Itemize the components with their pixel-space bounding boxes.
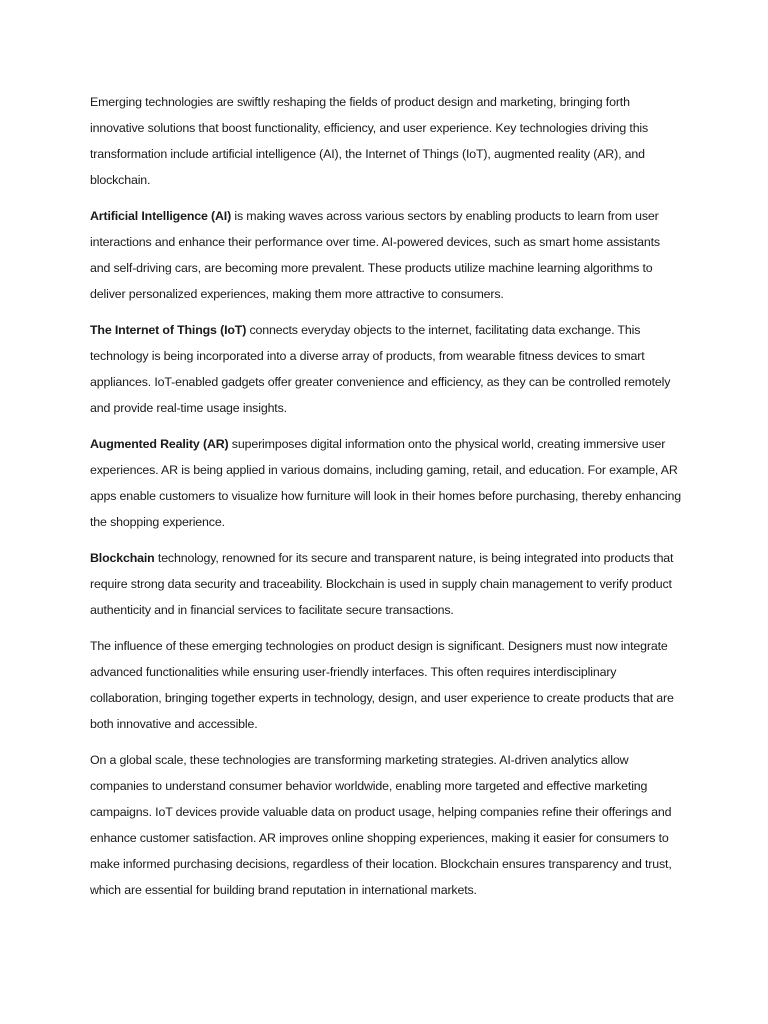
paragraph-blockchain xyxy=(90,545,682,623)
paragraph-design-influence xyxy=(90,633,682,737)
paragraph-iot xyxy=(90,317,682,421)
paragraph-text: The influence of these emerging technologies on product design is significant. Designers must now integrate advanced functionalities while ensuring user-friendly interfaces. This often requires interdisciplinary collaboration, bringing together experts in technology, design, and user experience to create products that are both innovative and accessible. xyxy=(90,639,674,731)
paragraph-term: Augmented Reality (AR) xyxy=(90,437,229,451)
paragraph-ar xyxy=(90,431,682,535)
paragraph-intro xyxy=(90,89,682,193)
paragraph-global-marketing xyxy=(90,747,682,903)
paragraph-text: technology, renowned for its secure and transparent nature, is being integrated into products that require strong data security and traceability. Blockchain is used in supply chain management to verify product authenticity and in financial services to facilitate secure transactions. xyxy=(90,551,674,617)
paragraph-text: is making waves across various sectors by enabling products to learn from user interactions and enhance their performance over time. AI-powered devices, such as smart home assistants and self-driving cars, are becoming more prevalent. These products utilize machine learning algorithms to deliver personalized experiences, making them more attractive to consumers. xyxy=(90,209,660,301)
paragraph-term: Artificial Intelligence (AI) xyxy=(90,209,232,223)
paragraph-term: Blockchain xyxy=(90,551,155,565)
paragraph-term: The Internet of Things (IoT) xyxy=(90,323,247,337)
paragraph-text: Emerging technologies are swiftly reshaping the fields of product design and marketing, bringing forth innovative solutions that boost functionality, efficiency, and user experience. Key technologies driving this transformation include artificial intelligence (AI), the Internet of Things (IoT), augmented reality (AR), and blockchain. xyxy=(90,95,649,187)
paragraph-text: On a global scale, these technologies are transforming marketing strategies. AI-driven analytics allow companies to understand consumer behavior worldwide, enabling more targeted and effective marketing campaigns. IoT devices provide valuable data on product usage, helping companies refine their offerings and enhance customer satisfaction. AR improves online shopping experiences, making it easier for consumers to make informed purchasing decisions, regardless of their location. Blockchain ensures transparency and trust, which are essential for building brand reputation in international markets. xyxy=(90,753,672,897)
paragraph-text: connects everyday objects to the internet, facilitating data exchange. This technology is being incorporated into a diverse array of products, from wearable fitness devices to smart appliances. IoT-enabled gadgets offer greater convenience and efficiency, as they can be controlled remotely and provide real-time usage insights. xyxy=(90,323,671,415)
paragraph-text: superimposes digital information onto the physical world, creating immersive user experiences. AR is being applied in various domains, including gaming, retail, and education. For example, AR apps enable customers to visualize how furniture will look in their homes before purchasing, thereby enhancing the shopping experience. xyxy=(90,437,681,529)
paragraph-ai xyxy=(90,203,682,307)
document-body xyxy=(90,89,682,913)
